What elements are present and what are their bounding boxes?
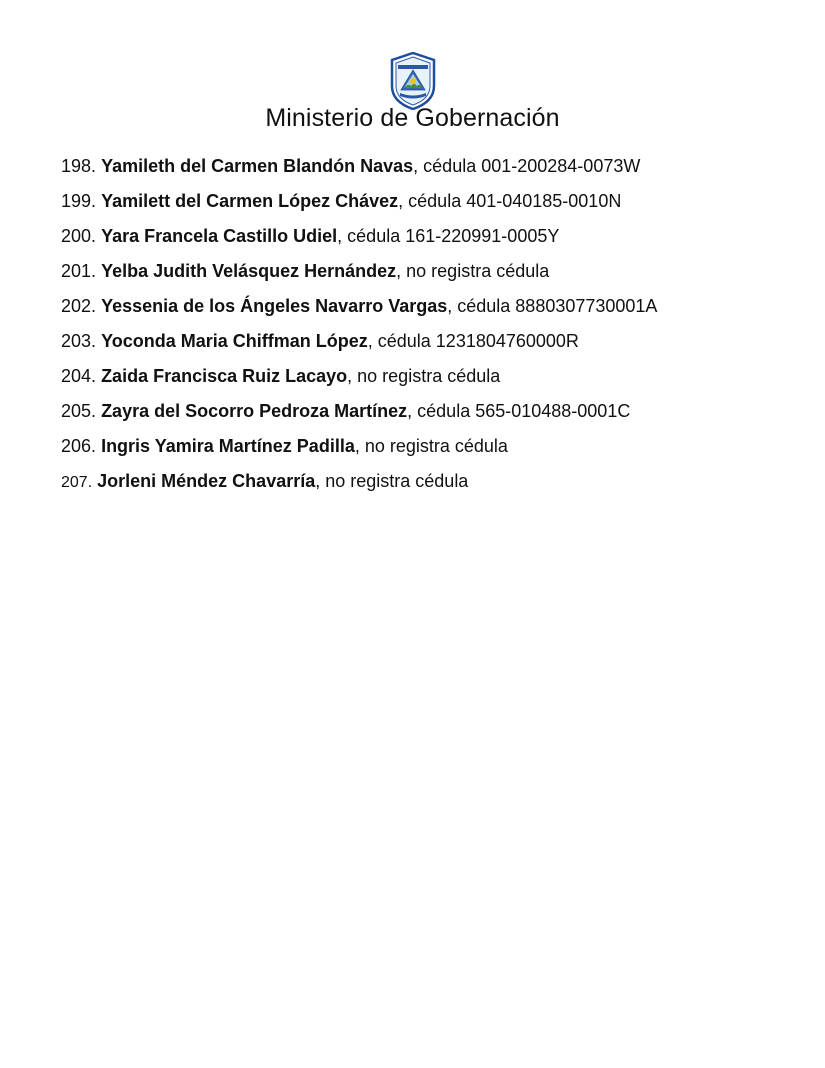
entry-detail: , cédula 565-010488-0001C — [407, 401, 631, 421]
entry-detail: , cédula 1231804760000R — [367, 331, 579, 351]
entry-number: 204. — [61, 366, 97, 386]
list-item — [61, 399, 657, 424]
list-item — [61, 189, 657, 214]
ministry-title: Ministerio de Gobernación — [265, 104, 560, 132]
entry-name: Ingris Yamira Martínez Padilla — [101, 436, 355, 456]
entry-name: Yamilett del Carmen López Chávez — [101, 191, 399, 211]
entry-detail: , cédula 001-200284-0073W — [413, 156, 641, 176]
entry-name: Zayra del Socorro Pedroza Martínez — [101, 401, 408, 421]
list-item — [61, 329, 657, 354]
list-item — [61, 294, 657, 319]
entry-name: Yelba Judith Velásquez Hernández — [101, 261, 397, 281]
entry-detail: , no registra cédula — [396, 261, 550, 281]
entry-number: 207. — [61, 474, 93, 491]
entry-number: 198. — [61, 156, 97, 176]
entry-number: 201. — [61, 261, 97, 281]
ministry-seal-icon — [390, 52, 436, 110]
entry-detail: , no registra cédula — [347, 366, 501, 386]
list-item — [61, 434, 657, 459]
list-item — [61, 154, 657, 179]
list-item — [61, 469, 657, 494]
entry-detail: , cédula 8880307730001A — [447, 296, 658, 316]
entry-name: Yessenia de los Ángeles Navarro Vargas — [101, 296, 448, 316]
entry-detail: , cédula 401-040185-0010N — [398, 191, 622, 211]
entry-detail: , cédula 161-220991-0005Y — [337, 226, 560, 246]
entry-name: Zaida Francisca Ruiz Lacayo — [101, 366, 348, 386]
entry-detail: , no registra cédula — [315, 471, 469, 491]
entry-list — [61, 154, 657, 504]
entry-number: 199. — [61, 191, 97, 211]
entry-name: Jorleni Méndez Chavarría — [97, 471, 316, 491]
entry-name: Yara Francela Castillo Udiel — [101, 226, 338, 246]
entry-number: 200. — [61, 226, 97, 246]
entry-number: 206. — [61, 436, 97, 456]
entry-number: 202. — [61, 296, 97, 316]
list-item — [61, 364, 657, 389]
document-header — [0, 52, 825, 110]
entry-number: 203. — [61, 331, 97, 351]
list-item — [61, 224, 657, 249]
entry-name: Yoconda Maria Chiffman López — [101, 331, 368, 351]
entry-name: Yamileth del Carmen Blandón Navas — [101, 156, 414, 176]
entry-detail: , no registra cédula — [354, 436, 508, 456]
entry-number: 205. — [61, 401, 97, 421]
list-item — [61, 259, 657, 284]
